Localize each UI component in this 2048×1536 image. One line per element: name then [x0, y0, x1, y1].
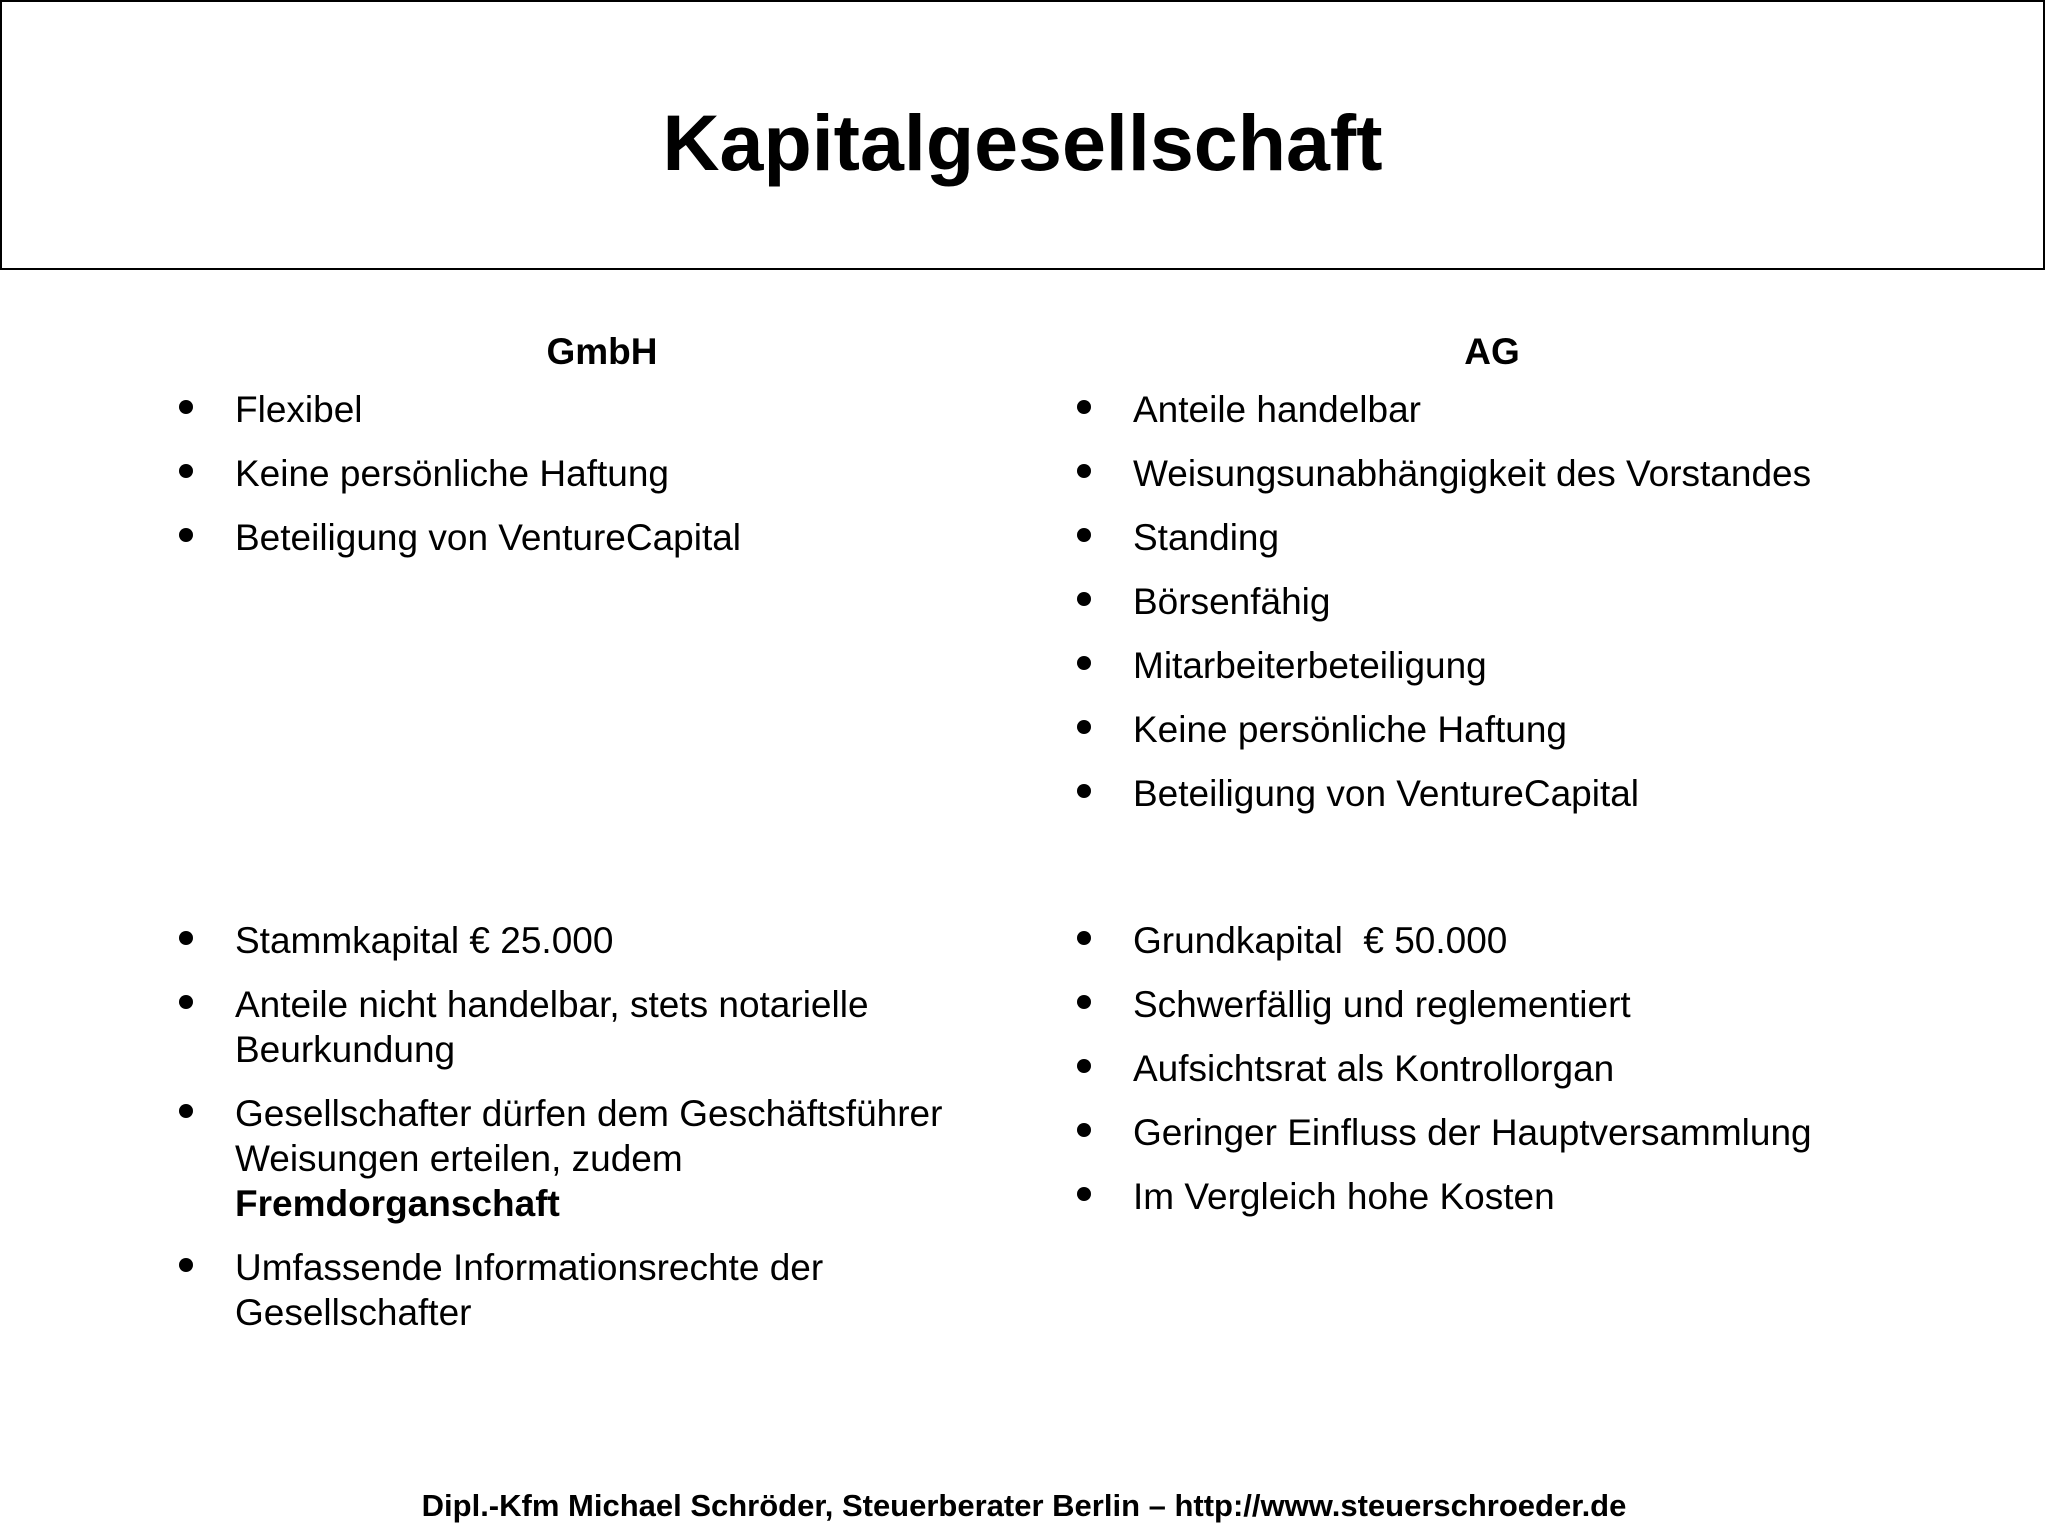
list-item-text: Stammkapital € 25.000 [235, 920, 614, 961]
bullet-icon [179, 1258, 193, 1272]
list-item-text: Keine persönliche Haftung [1133, 709, 1568, 750]
bullet-icon [1077, 784, 1091, 798]
list-item-text: Grundkapital € 50.000 [1133, 920, 1508, 961]
list-item [235, 451, 1035, 496]
footer-credit: Dipl.-Kfm Michael Schröder, Steuerberater Berlin – http://www.steuerschroeder.de [421, 1488, 1627, 1523]
bullet-icon [179, 1104, 193, 1118]
bullet-icon [1077, 995, 1091, 1009]
list-item [235, 1245, 1035, 1335]
list-item-text: Börsenfähig [1133, 581, 1331, 622]
list-item-text: Gesellschafter dürfen dem Geschäftsführer Weisungen erteilen, zudem [235, 1093, 943, 1179]
bullet-icon [179, 464, 193, 478]
list-item [1133, 387, 2033, 432]
bullet-icon [1077, 1059, 1091, 1073]
list-item [235, 1091, 1035, 1226]
list-item-text: Aufsichtsrat als Kontrollorgan [1133, 1048, 1615, 1089]
list-item-text: Beteiligung von VentureCapital [1133, 773, 1640, 814]
bullet-icon [1077, 1123, 1091, 1137]
list-item [1133, 579, 2033, 624]
bullet-icon [1077, 592, 1091, 606]
bullet-icon [1077, 464, 1091, 478]
list-item-text: Anteile handelbar [1133, 389, 1421, 430]
bullet-icon [1077, 720, 1091, 734]
bullet-icon [179, 400, 193, 414]
title-box [0, 0, 2045, 270]
list-item [1133, 451, 2033, 496]
list-item-text: Mitarbeiterbeteiligung [1133, 645, 1487, 686]
list-item-text: Schwerfällig und reglementiert [1133, 984, 1631, 1025]
bullet-icon [1077, 1187, 1091, 1201]
ag-advantages-list [1133, 387, 2033, 835]
bullet-icon [1077, 400, 1091, 414]
list-item [235, 515, 1035, 560]
list-item [1133, 1046, 2033, 1091]
list-item [1133, 918, 2033, 963]
list-item [1133, 643, 2033, 688]
ag-heading: AG [1464, 331, 1520, 372]
list-item [1133, 707, 2033, 752]
gmbh-advantages-list [235, 387, 1035, 579]
list-item-text: Umfassende Informationsrechte der Gesellschafter [235, 1247, 824, 1333]
bullet-icon [1077, 931, 1091, 945]
bullet-icon [1077, 656, 1091, 670]
gmbh-characteristics-list [235, 918, 1035, 1354]
page-title: Kapitalgesellschaft [662, 98, 1383, 187]
list-item [1133, 515, 2033, 560]
list-item-text: Weisungsunabhängigkeit des Vorstandes [1133, 453, 1812, 494]
bullet-icon [179, 528, 193, 542]
list-item-bold-text: Fremdorganschaft [235, 1183, 560, 1224]
list-item [235, 918, 1035, 963]
list-item [235, 387, 1035, 432]
list-item [1133, 982, 2033, 1027]
list-item-text: Anteile nicht handelbar, stets notarielle Beurkundung [235, 984, 869, 1070]
list-item-text: Beteiligung von VentureCapital [235, 517, 742, 558]
list-item-text: Flexibel [235, 389, 363, 430]
gmbh-heading: GmbH [546, 331, 658, 372]
list-item [235, 982, 1035, 1072]
list-item-text: Keine persönliche Haftung [235, 453, 670, 494]
list-item [1133, 1110, 2033, 1155]
list-item [1133, 1174, 2033, 1219]
list-item-text: Standing [1133, 517, 1280, 558]
bullet-icon [179, 995, 193, 1009]
ag-characteristics-list [1133, 918, 2033, 1238]
list-item-text: Im Vergleich hohe Kosten [1133, 1176, 1555, 1217]
list-item [1133, 771, 2033, 816]
list-item-text: Geringer Einfluss der Hauptversammlung [1133, 1112, 1812, 1153]
bullet-icon [1077, 528, 1091, 542]
bullet-icon [179, 931, 193, 945]
